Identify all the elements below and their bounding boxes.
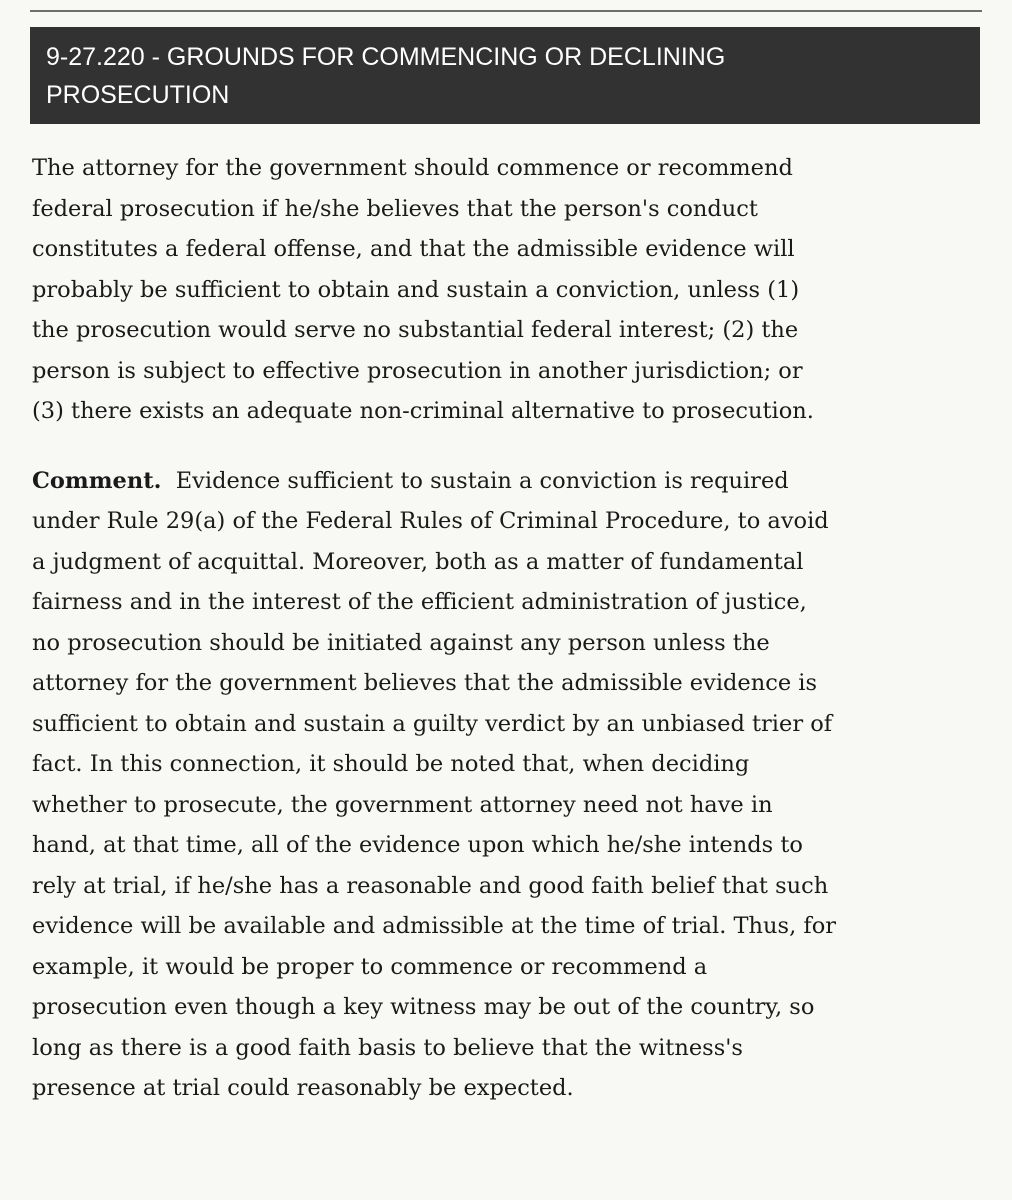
comment-line: attorney for the government believes that the admissible evidence is (32, 670, 818, 696)
comment-first-line (32, 461, 992, 502)
document-body (32, 148, 992, 1109)
paragraph-line: person is subject to effective prosecution in another jurisdiction; or (32, 357, 803, 384)
section-header (30, 27, 980, 124)
comment-line: a judgment of acquittal. Moreover, both as a matter of fundamental (32, 548, 804, 575)
comment-line: presence at trial could reasonably be expected. (32, 1075, 574, 1101)
comment-paragraph (32, 461, 992, 1109)
comment-line: fairness and in the interest of the efficient administration of justice, (32, 589, 807, 615)
top-divider (30, 10, 982, 12)
comment-line: no prosecution should be initiated against any person unless the (32, 629, 770, 656)
paragraph-line: federal prosecution if he/she believes that the person's conduct (32, 195, 758, 222)
paragraph-line: The attorney for the government should commence or recommend (32, 155, 793, 181)
comment-line: hand, at that time, all of the evidence upon which he/she intends to (32, 832, 803, 858)
section-title-line: PROSECUTION (46, 81, 230, 109)
comment-line: under Rule 29(a) of the Federal Rules of Criminal Procedure, to avoid (32, 508, 829, 534)
comment-first-line-text: Evidence sufficient to sustain a conviction is required (161, 467, 789, 494)
paragraph-spacer (32, 432, 992, 461)
comment-line: prosecution even though a key witness may be out of the country, so (32, 994, 815, 1020)
comment-line: fact. In this connection, it should be noted that, when deciding (32, 751, 750, 777)
comment-line: long as there is a good faith basis to believe that the witness's (32, 1034, 743, 1061)
paragraph-line: the prosecution would serve no substantial federal interest; (2) the (32, 317, 799, 343)
comment-line: example, it would be proper to commence or recommend a (32, 953, 708, 980)
comment-line: whether to prosecute, the government attorney need not have in (32, 791, 773, 818)
section-title (46, 38, 964, 114)
paragraph-line: (3) there exists an adequate non-criminal alternative to prosecution. (32, 398, 814, 424)
comment-label: Comment. (32, 467, 162, 494)
section-title-line: 9-27.220 - GROUNDS FOR COMMENCING OR DECLINING (46, 43, 726, 71)
paragraph-line: probably be sufficient to obtain and sustain a conviction, unless (1) (32, 276, 800, 303)
main-paragraph (32, 148, 992, 432)
comment-line: rely at trial, if he/she has a reasonable and good faith belief that such (32, 872, 829, 899)
comment-line: evidence will be available and admissible at the time of trial. Thus, for (32, 913, 837, 939)
comment-line: sufficient to obtain and sustain a guilty verdict by an unbiased trier of (32, 710, 833, 737)
paragraph-line: constitutes a federal offense, and that the admissible evidence will (32, 236, 795, 262)
